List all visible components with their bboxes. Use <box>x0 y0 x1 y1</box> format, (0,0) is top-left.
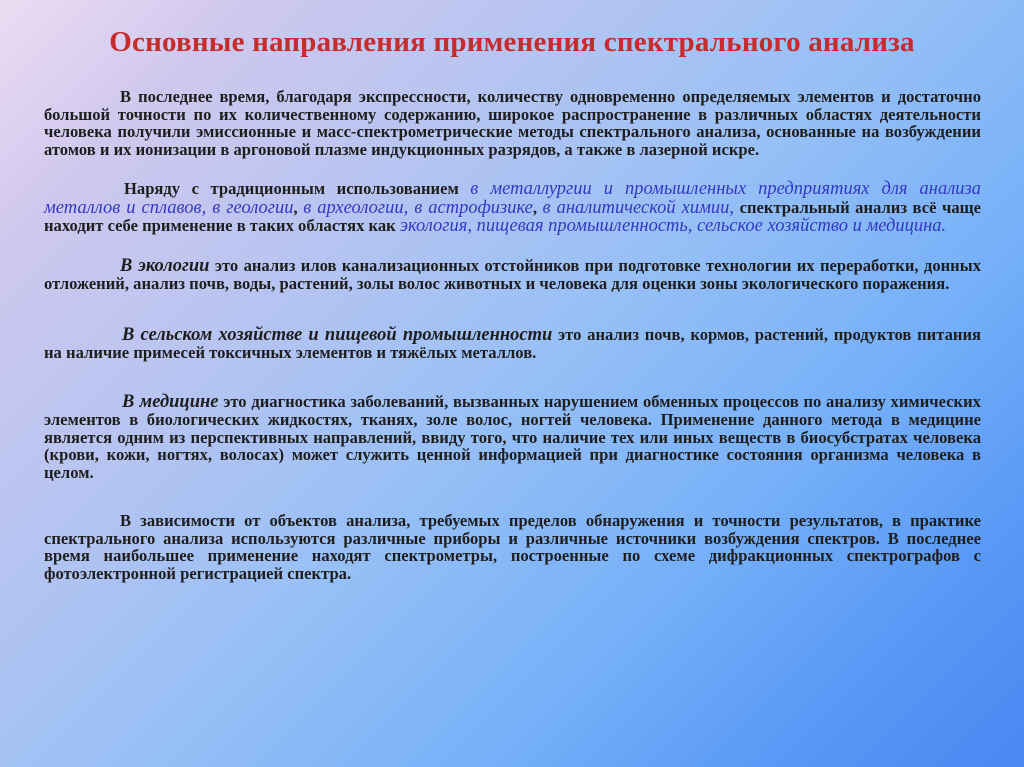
slide-title: Основные направления применения спектрального анализа <box>109 26 915 58</box>
paragraph-lead: В медицине <box>122 391 219 412</box>
paragraph-lead: В сельском хозяйстве и пищевой промышленности <box>122 324 553 345</box>
highlight-analytical-chemistry: в аналитической химии, <box>542 197 735 218</box>
highlight-archaeology-astrophysics: в археологии, в астрофизике <box>303 197 533 218</box>
paragraph-text: это диагностика заболеваний, вызванных нарушением обменных процессов по анализу химических элементов в биологических жидкостях, тканях, золе волос, ногтей человека. Применение данного метода в медицине является одним из перспективных направлений, ввиду того, что наличие тех или иных веществ в биосубстратах человека (крови, кожи, ногтях, волосах) может служить ценной информацией при диагностике состояния организма человека в целом. <box>44 391 981 482</box>
paragraph-agriculture <box>44 326 981 362</box>
slide-content <box>44 88 981 582</box>
paragraph-intro: В последнее время, благодаря экспрессности, количеству одновременно определяемых элементов и достаточно большой точности по их количественному содержанию, широкое распространение в различных областях деятельности человека получили эмиссионные и масс-спектрометрические методы спектрального анализа, основанные на возбуждении атомов и их ионизации в аргоновой плазме индукционных разрядов, а также в лазерной искре. <box>44 87 981 159</box>
text-segment: , <box>293 197 304 217</box>
paragraph-lead: В экологии <box>120 255 210 276</box>
paragraph-application-areas <box>44 180 981 236</box>
text-segment: Наряду с традиционным использованием <box>124 179 471 198</box>
paragraph-medicine <box>44 393 981 482</box>
text-segment: , <box>532 197 543 217</box>
paragraph-text: это анализ илов канализационных отстойников при подготовке технологии их переработки, донных отложений, анализ почв, воды, растений, золы волос животных и человека для оценки зоны экологического поражения. <box>44 255 981 293</box>
text-segment: спектральный анализ всё чаще находит себе применение в таких областях как <box>44 197 982 235</box>
highlight-metallurgy-geology: в металлургии и промышленных предприятиях для анализа металлов и сплавов, в геологии <box>44 179 981 218</box>
paragraph-instruments: В зависимости от объектов анализа, требуемых пределов обнаружения и точности результатов, в практике спектрального анализа используются различные приборы и различные источники возбуждения спектров. В последнее время наибольшее применение находят спектрометры, построенные по схеме дифракционных спектрографов с фотоэлектронной регистрацией спектра. <box>44 511 981 583</box>
paragraph-ecology <box>44 257 981 293</box>
highlight-new-areas: экология, пищевая промышленность, сельское хозяйство и медицина. <box>399 216 947 236</box>
paragraph-text: это анализ почв, кормов, растений, продуктов питания на наличие примесей токсичных элементов и тяжёлых металлов. <box>44 324 981 362</box>
